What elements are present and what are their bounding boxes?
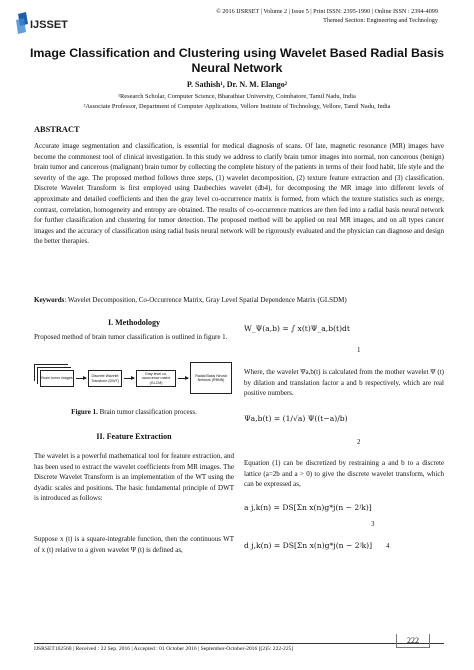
equation-1: W_Ψ(a,b) = ∫ x(t)Ψ_a,b(t)dt (244, 324, 350, 333)
figure-box-rbnn: Radial Basis Neural Network (RBNN) (190, 362, 232, 394)
header-theme-line: Themed Section: Engineering and Technology (323, 17, 438, 24)
footer-text: IJSRSET162560 | Received : 22 Sep. 2016 | Accepted : 01 October 2016 | September-October-2016 [(2)5: 222-225] (34, 646, 294, 652)
figure-arrow (76, 378, 86, 379)
paper-title: Image Classification and Clustering using Wavelet Based Radial Basis Neural Network (29, 46, 445, 75)
equation-4-number: 4 (386, 542, 390, 550)
figure-1-caption (34, 407, 234, 418)
feature-extraction-paragraph-1: The wavelet is a powerful mathematical tool for feature extraction, and has been used to extract the wavelet coefficients from MR images. The Discrete Wavelet Transform is an implementation of the WT using the dyadic scales and positions. The basic fundamental principle of DWT is introduced as follows: (34, 452, 234, 503)
figure-arrow (178, 378, 188, 379)
keywords (34, 296, 444, 304)
discretization-text: Equation (1) can be discretized by restraining a and b to a discrete lattice (a=2b and a > 0) to give the discrete wavelet transform, which can be expressed as, (244, 459, 444, 489)
footer-rule (34, 643, 444, 644)
figure-box-dwt: Discrete Wavelet Transform (DWT) (88, 370, 122, 387)
affiliation-1: ¹Research Scholar, Computer Science, Bharathiar University, Coimbatore, Tamil Nadu, India (118, 93, 356, 100)
abstract-text: Accurate image segmentation and classification, is essential for medical diagnosis of scans. Of late, magnetic resonance (MR) images have become the commonest tool of clinical investigation. In this study we address to clarify brain tumor images into normal, non cancerous (benign) brain tumor and cancerous (malignant) brain tumor by collecting the complete history of the patients in terms of their food habit, life style and the severity of the age. The proposed method follows three steps, (1) wavelet decomposition, (2) texture feature extraction and (3) classification. Discrete Wavelet Transform is first employed using Daubechies wavelet (db4), for decomposing the MR image into different levels of approximate and detailed coefficients and then the gray level co-occurrence matrix is formed, from which the texture statistics such as energy, contrast, correlation, homogeneity and entropy are obtained. The results of co-occurrence matrices are then fed into a radial basis neural network for further classification and clustering for tumor detection. The proposed method will be applied on real MR images, and on all types cancer images and the accuracy of classification using radial basis neural network will be rigorously evaluated and the physician can diagnose and design the better therapies. (34, 142, 444, 246)
section-methodology-heading: I. Methodology (108, 318, 160, 327)
figure-1-diagram (34, 358, 238, 398)
header-issn-line: © 2016 IJSRSET | Volume 2 | Issue 5 | Print ISSN: 2395-1990 | Online ISSN : 2394-4099 (216, 8, 438, 15)
abstract-heading: ABSTRACT (34, 125, 80, 134)
methodology-text: Proposed method of brain tumor classification is outlined in figure 1. (34, 333, 228, 341)
equation-4: d j,k(n) = DS[Σn x(n)g*j(n − 2ʲk)] (244, 541, 373, 550)
equation-2: Ψa,b(t) = (1/√a) Ψ((t−a)/b) (244, 414, 348, 423)
section-feature-extraction-heading: II. Feature Extraction (96, 432, 172, 441)
keywords-label: Keywords (34, 296, 65, 304)
feature-extraction-paragraph-2: Suppose x (t) is a square-integrable function, then the continuous WT of x (t) relative to a given wavelet Ψ (t) is defined as, (34, 535, 234, 554)
figure-caption-text: Brain tumor classification process. (97, 408, 197, 416)
figure-caption-label: Figure 1. (71, 408, 98, 416)
figure-box-images: Brain tumor images (40, 370, 74, 387)
page-number: 222 (396, 634, 430, 648)
affiliation-2: ²Associate Professor, Department of Computer Applications, Vellore Institute of Technology, Vellore, Tamil Nadu, India (83, 103, 391, 110)
authors: P. Sathish¹, Dr. N. M. Elango² (186, 80, 288, 89)
equation-3-number: 3 (371, 520, 375, 528)
keywords-text: : Wavelet Decomposition, Co-Occurrence Matrix, Gray Level Spatial Dependence Matrix (GLSDM) (64, 296, 347, 304)
logo-text: IJSSET (30, 19, 68, 31)
figure-box-glcm: Gray level co-occurrence matrix (GLCM) (136, 370, 176, 387)
equation-1-number: 1 (357, 346, 361, 354)
journal-logo (14, 10, 84, 36)
equation-2-number: 2 (357, 438, 361, 446)
figure-arrow (124, 378, 134, 379)
equation-3: a j,k(n) = DS[Σn x(n)g*j(n − 2ʲk)] (244, 503, 372, 512)
wavelet-description: Where, the wavelet Ψa,b(t) is calculated from the mother wavelet Ψ (t) by dilation and translation factor a and b respectively, which are real positive numbers. (244, 368, 444, 398)
